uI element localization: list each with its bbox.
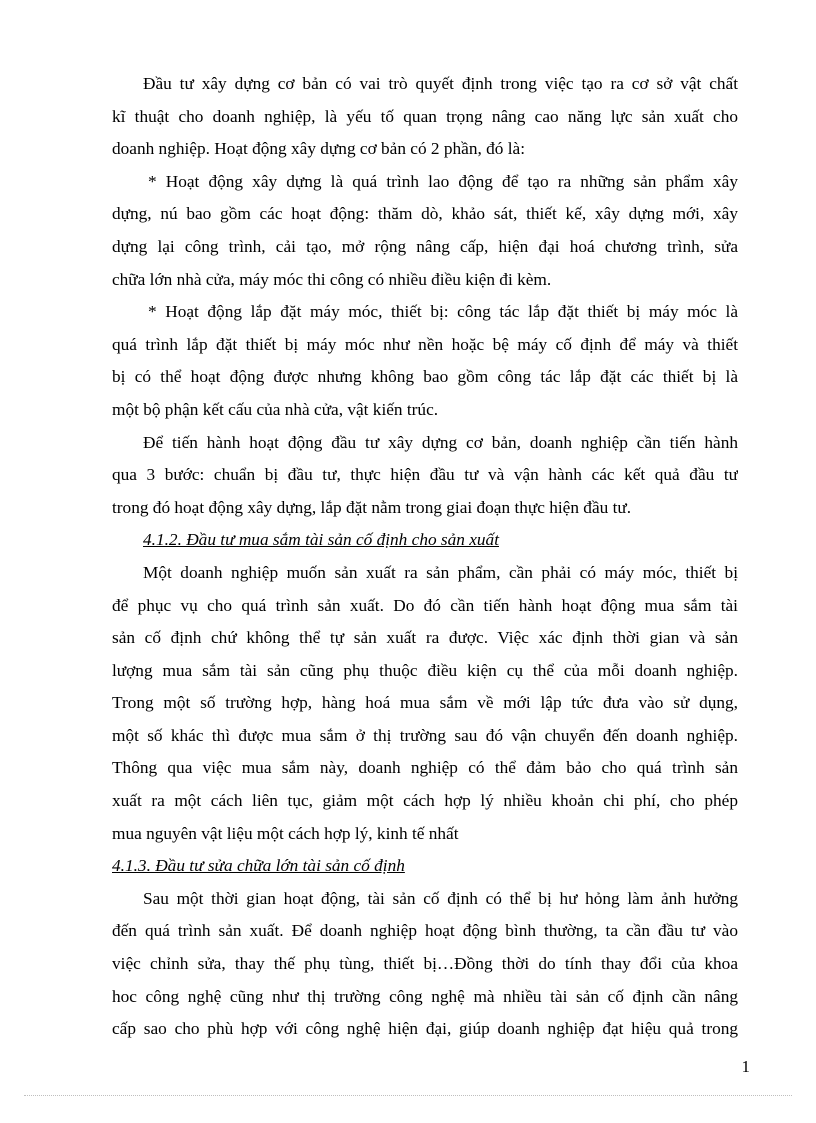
text-line: để phục vụ cho quá trình sản xuất. Do đó cần tiến hành hoạt động mua sắm tài: [112, 595, 738, 615]
text-line: qua 3 bước: chuẩn bị đầu tư, thực hiện đầu tư và vận hành các kết quả đầu tư: [112, 465, 738, 485]
text-line: dựng, nú bao gồm các hoạt động: thăm dò, khảo sát, thiết kế, xây dựng mới, xây: [112, 204, 738, 224]
text-line: một số khác thì được mua sắm ở thị trường sau đó vận chuyển đến doanh nghiệp.: [112, 725, 738, 745]
page-number: 1: [741, 1057, 750, 1076]
text-line: một bộ phận kết cấu của nhà cửa, vật kiến trúc.: [112, 399, 439, 419]
paragraph: [112, 427, 738, 525]
paragraph: [112, 166, 738, 296]
text-line: Sau một thời gian hoạt động, tài sản cố định có thể bị hư hỏng làm ảnh hưởng: [143, 888, 738, 908]
text-line: chữa lớn nhà cửa, máy móc thi công có nhiều điều kiện đi kèm.: [112, 269, 552, 289]
text-line: cấp sao cho phù hợp với công nghệ hiện đại, giúp doanh nghiệp đạt hiệu quả trong: [112, 1019, 738, 1039]
text-line: lượng mua sắm tài sản cũng phụ thuộc điều kiện cụ thể của mỗi doanh nghiệp.: [112, 660, 738, 680]
text-line: xuất ra một cách liên tục, giảm một cách hợp lý nhiều khoản chi phí, cho phép: [112, 791, 738, 811]
paragraph: [112, 68, 738, 166]
page-bottom-divider: [24, 1095, 792, 1096]
section-heading: 4.1.2. Đầu tư mua sắm tài sản cố định cho sản xuất: [143, 530, 499, 550]
text-line: doanh nghiệp. Hoạt động xây dựng cơ bản có 2 phần, đó là:: [112, 139, 526, 159]
text-line: Một doanh nghiệp muốn sản xuất ra sản phẩm, cần phải có máy móc, thiết bị: [143, 562, 738, 582]
text-line: đến quá trình sản xuất. Để doanh nghiệp hoạt động bình thường, ta cần đầu tư vào: [112, 921, 738, 941]
text-line: hoc công nghệ cũng như thị trường công nghệ mà nhiều tài sản cố định cần nâng: [112, 986, 738, 1006]
paragraph: [112, 557, 738, 850]
text-line: Đầu tư xây dựng cơ bản có vai trò quyết định trong việc tạo ra cơ sở vật chất: [143, 74, 738, 93]
text-line: mua nguyên vật liệu một cách hợp lý, kinh tế nhất: [112, 823, 459, 843]
text-line: kĩ thuật cho doanh nghiệp, là yếu tố quan trọng nâng cao năng lực sản xuất cho: [112, 106, 738, 126]
text-line: Để tiến hành hoạt động đầu tư xây dựng cơ bản, doanh nghiệp cần tiến hành: [143, 432, 738, 452]
paragraph: [112, 883, 738, 1046]
text-line: * Hoạt động xây dựng là quá trình lao động để tạo ra những sản phẩm xây: [148, 171, 738, 191]
text-line: trong đó hoạt động xây dựng, lắp đặt nằm trong giai đoạn thực hiện đầu tư.: [112, 497, 632, 517]
text-line: bị có thể hoạt động được nhưng không bao gồm công tác lắp đặt các thiết bị là: [112, 367, 738, 387]
text-line: Trong một số trường hợp, hàng hoá mua sắm về mới lập tức đưa vào sử dụng,: [112, 693, 738, 713]
text-line: việc chỉnh sửa, thay thế phụ tùng, thiết bị…Đồng thời do tính thay đổi của khoa: [112, 954, 738, 974]
paragraph: [112, 296, 738, 426]
text-line: dựng lại công trình, cải tạo, mở rộng nâng cấp, hiện đại hoá chương trình, sửa: [112, 236, 738, 256]
document-body: [112, 68, 738, 1046]
section-heading: 4.1.3. Đầu tư sửa chữa lớn tài sản cố định: [112, 856, 405, 876]
text-line: quá trình lắp đặt thiết bị máy móc như nền hoặc bệ máy cố định để máy và thiết: [112, 334, 738, 354]
text-line: sản cố định chứ không thể tự sản xuất ra được. Việc xác định thời gian và sản: [112, 628, 738, 648]
text-line: Thông qua việc mua sắm này, doanh nghiệp có thể đảm bảo cho quá trình sản: [112, 758, 738, 778]
text-line: * Hoạt động lắp đặt máy móc, thiết bị: công tác lắp đặt thiết bị máy móc là: [148, 302, 738, 322]
